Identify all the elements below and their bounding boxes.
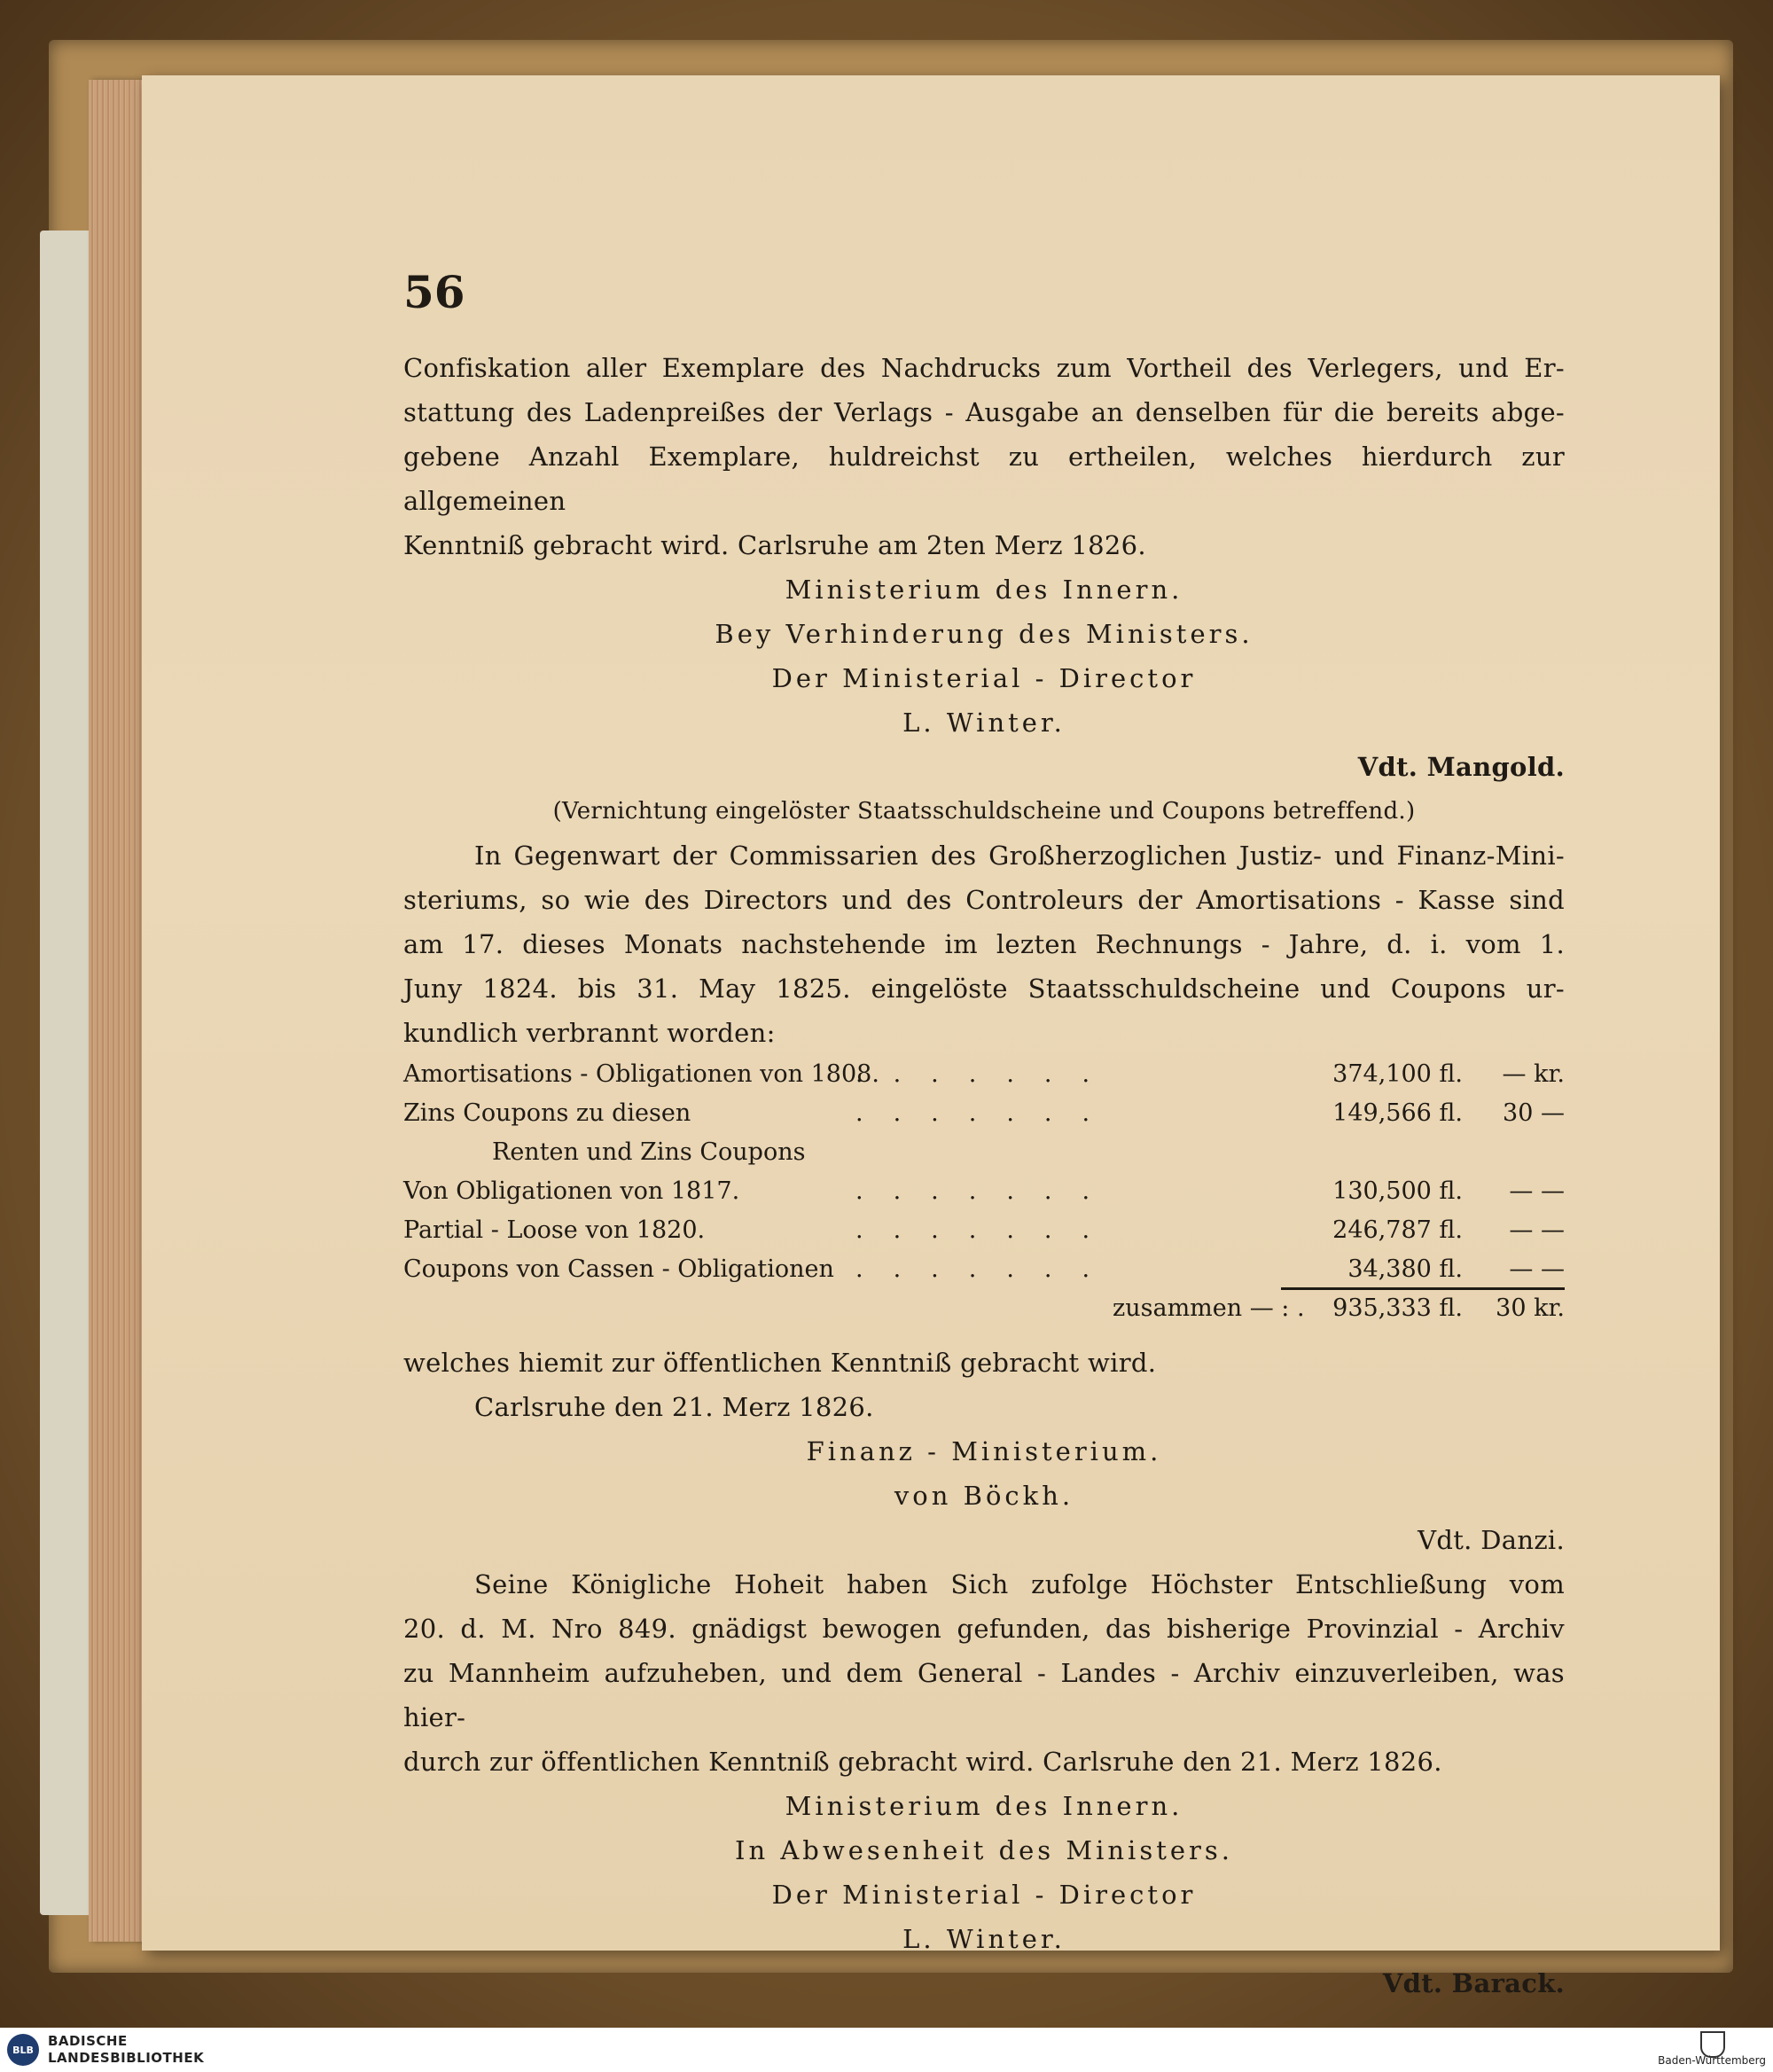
table-row-kr: — — [1509,1216,1565,1244]
table-row [403,1094,1565,1133]
decree1-absence: Bey Verhinderung des Ministers. [715,619,1254,649]
total-amount: 935,333 fl. [1332,1294,1463,1322]
decree3-line: zu Mannheim aufzuheben, und dem General - Landes - Archiv einzuverleiben, was hier- [403,1658,1565,1732]
decree3-absence: In Abwesenheit des Ministers. [735,1835,1233,1865]
total-label: zusammen — : . [1113,1294,1305,1322]
decree2-line: steriums, so wie des Directors und des Controleurs der Amortisations - Kasse sind [403,885,1565,915]
library-name[interactable] [48,2033,204,2067]
leader-dots: ....... [855,1177,1121,1205]
blb-logo-icon[interactable]: BLB [7,2034,39,2066]
decree3-line: 20. d. M. Nro 849. gnädigst bewogen gefunden, das bisherige Provinzial - Archiv [403,1614,1565,1644]
total-kr: 30 kr. [1496,1294,1565,1322]
decree3-director-title: Der Ministerial - Director [771,1880,1197,1910]
table-row-amount: 130,500 fl. [1332,1177,1463,1205]
decree1-line: stattung des Ladenpreißes der Verlags - Ausgabe an denselben für die bereits abge- [403,397,1565,427]
table-row-label: Partial - Loose von 1820. [403,1216,706,1244]
leader-dots: ....... [855,1060,1121,1088]
decree2-line: am 17. dieses Monats nachstehende im lezten Rechnungs - Jahre, d. i. vom 1. [403,929,1565,959]
decree2-line: Juny 1824. bis 31. May 1825. eingelöste Staatsschuldscheine und Coupons ur- [403,973,1565,1004]
decree2-line: kundlich verbrannt worden: [403,1018,776,1048]
leader-dots: ....... [855,1255,1121,1283]
decree1-line: Confiskation aller Exemplare des Nachdrucks zum Vortheil des Verlegers, und Er- [403,353,1565,383]
decree1-ministry: Ministerium des Innern. [785,575,1183,605]
decree1-director-name: L. Winter. [902,708,1066,738]
library-name-line1: BADISCHE [48,2033,128,2049]
decree1-director-title: Der Ministerial - Director [771,663,1197,693]
decree2-ministry: Finanz - Ministerium. [806,1436,1162,1466]
decree3-vdt: Vdt. Barack. [1382,1968,1565,1998]
decree2-signer: von Böckh. [894,1481,1074,1511]
table-total-row [403,1289,1565,1328]
decree3-director-name: L. Winter. [902,1924,1066,1954]
table-row-amount: 246,787 fl. [1332,1216,1463,1244]
table-row-kr: — — [1509,1177,1565,1205]
page-text [403,266,1565,2006]
decree2-heading: (Vernichtung eingelöster Staatsschuldscheine und Coupons betreffend.) [552,798,1416,825]
table-row-label: Zins Coupons zu diesen [403,1099,691,1127]
table-row [403,1055,1565,1094]
decree2-closing: welches hiemit zur öffentlichen Kenntniß gebracht wird. [403,1348,1157,1378]
table-row-label: Coupons von Cassen - Obligationen [403,1255,834,1283]
table-row-kr: — — [1509,1255,1565,1283]
table-row [403,1211,1565,1250]
leader-dots: ....... [855,1099,1121,1127]
decree2-line: In Gegenwart der Commissarien des Großherzoglichen Justiz- und Finanz-Mini- [474,841,1565,871]
decree3-line: durch zur öffentlichen Kenntniß gebracht wird. Carlsruhe den 21. Merz 1826. [403,1747,1442,1777]
decree1-line: Kenntniß gebracht wird. Carlsruhe am 2ten Merz 1826. [403,530,1146,560]
table-row-amount: 374,100 fl. [1332,1060,1463,1088]
decree3-line: Seine Königliche Hoheit haben Sich zufolge Höchster Entschließung vom [474,1569,1565,1599]
leader-dots: ....... [855,1216,1121,1244]
decree2-vdt: Vdt. Danzi. [1418,1525,1565,1555]
burned-securities-table [403,1055,1565,1328]
table-row-amount: 34,380 fl. [1347,1255,1463,1283]
decree2-place-date: Carlsruhe den 21. Merz 1826. [474,1392,874,1422]
table-row-kr: — kr. [1502,1060,1565,1088]
table-row [403,1133,1565,1172]
state-name: Baden-Württemberg [1658,2054,1766,2067]
library-name-line2: LANDESBIBLIOTHEK [48,2050,205,2066]
decree1-vdt: Vdt. Mangold. [1357,752,1565,782]
table-row [403,1250,1565,1289]
table-row-label: Amortisations - Obligationen von 1808. [403,1060,879,1088]
decree1-line: gebene Anzahl Exemplare, huldreichst zu ertheilen, welches hierdurch zur allgemeinen [403,442,1565,516]
table-row [403,1172,1565,1211]
table-row-kr: 30 — [1503,1099,1565,1127]
table-row-amount: 149,566 fl. [1332,1099,1463,1127]
table-row-label: Von Obligationen von 1817. [403,1177,740,1205]
decree3-ministry: Ministerium des Innern. [785,1791,1183,1821]
viewer-footer [0,2028,1773,2072]
table-row-label: Renten und Zins Coupons [492,1138,806,1166]
page-number: 56 [403,266,465,318]
